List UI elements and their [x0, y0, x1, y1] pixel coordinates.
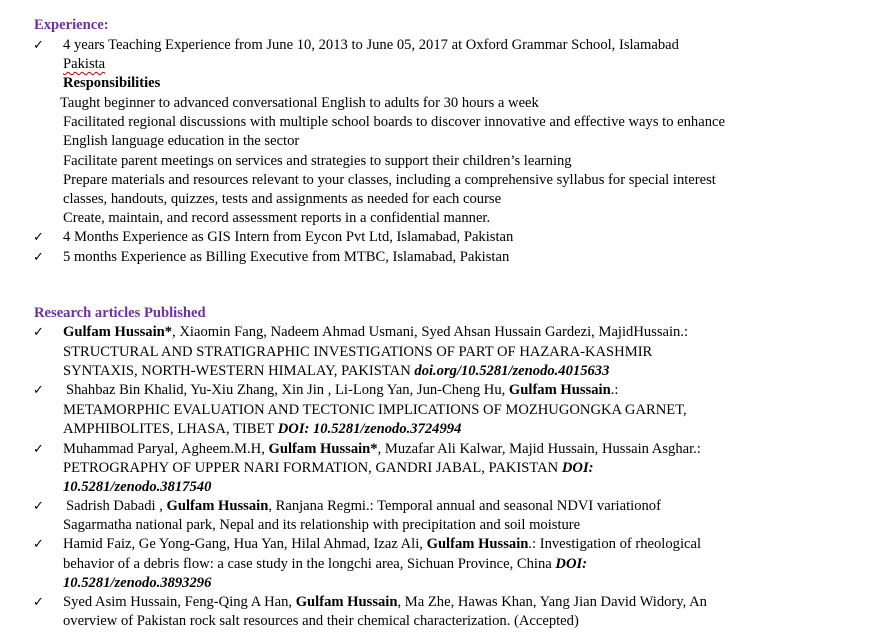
check-mark-icon: ✓	[33, 499, 44, 514]
article-4-line-1: Sadrish Dabadi , Gulfam Hussain, Ranjana Regmi.: Temporal annual and seasonal NDVI variationof	[66, 498, 661, 514]
check-mark-icon: ✓	[33, 38, 44, 53]
author-highlight: Gulfam Hussain*	[268, 441, 378, 457]
doi-link: doi.org/10.5281/zenodo.4015633	[414, 363, 610, 379]
experience-item-1: 4 years Teaching Experience from June 10, 2013 to June 05, 2017 at Oxford Grammar School, Islamabad	[63, 37, 679, 53]
responsibilities-label: Responsibilities	[63, 75, 161, 91]
responsibility-line: Facilitate parent meetings on services and strategies to support their children’s learning	[63, 153, 572, 169]
article-2-line-2: METAMORPHIC EVALUATION AND TECTONIC IMPLICATIONS OF MOZHUGONGKA GARNET,	[63, 402, 687, 418]
article-4-line-2: Sagarmatha national park, Nepal and its relationship with precipitation and soil moisture	[63, 517, 581, 533]
article-6-line-2: overview of Pakistan rock salt resources and their chemical characterization. (Accepted)	[63, 613, 579, 629]
check-mark-icon: ✓	[33, 230, 44, 245]
author-highlight: Gulfam Hussain	[508, 382, 611, 398]
experience-item-3: 5 months Experience as Billing Executive from MTBC, Islamabad, Pakistan	[63, 249, 510, 265]
doi-link: DOI: 10.5281/zenodo.3724994	[277, 421, 462, 437]
article-3-line-2: PETROGRAPHY OF UPPER NARI FORMATION, GANDRI JABAL, PAKISTAN DOI:	[63, 460, 594, 476]
author-highlight: Gulfam Hussain*	[63, 324, 173, 340]
article-5-line-2: behavior of a debris flow: a case study in the longchi area, Sichuan Province, China DOI:	[63, 556, 588, 572]
article-6-line-1: Syed Asim Hussain, Feng-Qing A Han, Gulfam Hussain, Ma Zhe, Hawas Khan, Yang Jian David Widory, An	[63, 594, 707, 610]
article-1-line-1: Gulfam Hussain*, Xiaomin Fang, Nadeem Ahmad Usmani, Syed Ahsan Hussain Gardezi, MajidHussain.:	[63, 324, 689, 340]
article-1-line-3: SYNTAXIS, NORTH-WESTERN HIMALAY, PAKISTAN doi.org/10.5281/zenodo.4015633	[63, 363, 610, 379]
responsibility-line: classes, handouts, quizzes, tests and assignments as needed for each course	[63, 191, 502, 207]
experience-heading: Experience:	[34, 17, 109, 33]
author-highlight: Gulfam Hussain	[295, 594, 398, 610]
doi-link: 10.5281/zenodo.3817540	[63, 479, 212, 495]
doi-link: 10.5281/zenodo.3893296	[63, 575, 212, 591]
article-5-line-1: Hamid Faiz, Ge Yong-Gang, Hua Yan, Hilal Ahmad, Izaz Ali, Gulfam Hussain.: Investigation of rheological	[63, 536, 702, 552]
author-highlight: Gulfam Hussain	[426, 536, 529, 552]
responsibility-line: Taught beginner to advanced conversational English to adults for 30 hours a week	[60, 95, 539, 111]
responsibility-line: Facilitated regional discussions with multiple school boards to discover innovative and effective ways to enhance	[63, 114, 725, 130]
check-mark-icon: ✓	[33, 383, 44, 398]
article-1-line-2: STRUCTURAL AND STRATIGRAPHIC INVESTIGATIONS OF PART OF HAZARA-KASHMIR	[63, 344, 653, 360]
experience-item-2: 4 Months Experience as GIS Intern from Eycon Pvt Ltd, Islamabad, Pakistan	[63, 229, 514, 245]
article-3-line-1: Muhammad Paryal, Agheem.M.H, Gulfam Hussain*, Muzafar Ali Kalwar, Majid Hussain, Hussain Asghar.:	[63, 441, 701, 457]
check-mark-icon: ✓	[33, 595, 44, 610]
check-mark-icon: ✓	[33, 250, 44, 265]
author-highlight: Gulfam Hussain	[166, 498, 269, 514]
experience-item-1-cont: Pakista	[63, 56, 106, 72]
article-2-line-1: Shahbaz Bin Khalid, Yu-Xiu Zhang, Xin Jin , Li-Long Yan, Jun-Cheng Hu, Gulfam Hussain.:	[66, 382, 619, 398]
article-2-line-3: AMPHIBOLITES, LHASA, TIBET DOI: 10.5281/zenodo.3724994	[63, 421, 462, 437]
check-mark-icon: ✓	[33, 537, 44, 552]
check-mark-icon: ✓	[33, 325, 44, 340]
check-mark-icon: ✓	[33, 442, 44, 457]
research-heading: Research articles Published	[34, 305, 206, 321]
responsibility-line: Prepare materials and resources relevant to your classes, including a comprehensive syllabus for special interest	[63, 172, 716, 188]
responsibility-line: Create, maintain, and record assessment reports in a confidential manner.	[63, 210, 491, 226]
responsibility-line: English language education in the sector	[63, 133, 300, 149]
